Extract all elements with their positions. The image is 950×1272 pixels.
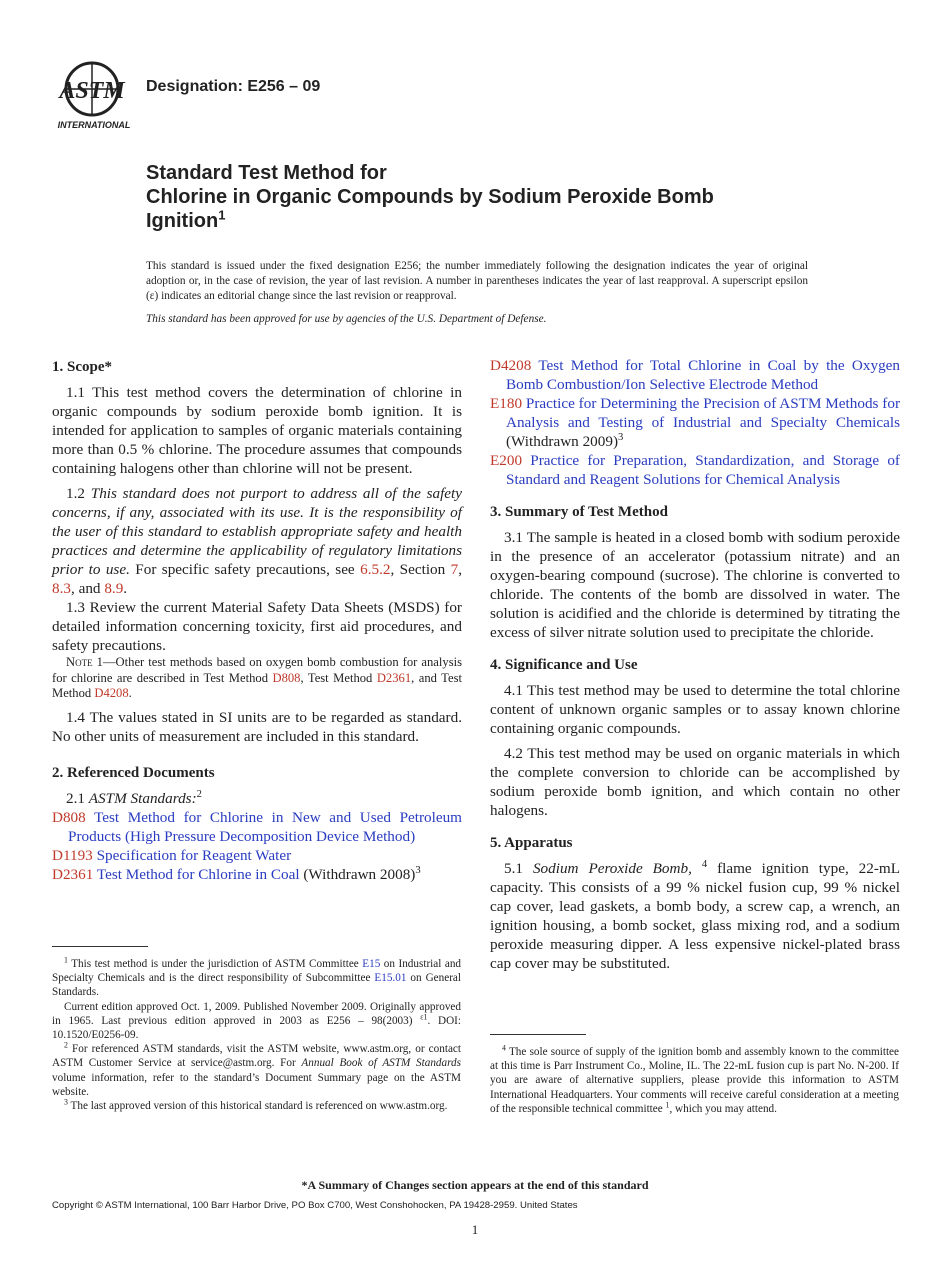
para-1-2: 1.2 This standard does not purport to address all of the safety concerns, if any, associated with its use. It is the responsibility of the user of this standard to establish appropriate safety and health practices and determine the applicability of regulatory limitations prior to use. For specific safety precautions, see 6.5.2, Section 7, 8.3, and 8.9.: [52, 485, 463, 597]
title-footnote-mark[interactable]: 1: [218, 207, 226, 223]
astm-logo: [52, 56, 136, 132]
page-title: [146, 161, 846, 233]
para-5-1: 5.1 Sodium Peroxide Bomb, $^4$ flame ignition type, 22-mL capacity. This consists of a 99 % nickel fusion cup, 99 % nickel cap cover, lead gaskets, a bomb body, a screw cap, a wrench, an ignition housing, a bomb socket, glass mixing rod, and a sodium peroxide measuring dipper. A less expensive nickel-plated brass cap cover may be substituted.: [490, 858, 901, 972]
ref-6-5-2[interactable]: 6.5.2: [360, 561, 391, 578]
ref-item-e200[interactable]: E200 Practice for Preparation, Standardization, and Storage of Standard and Reagent Solutions for Chemical Analysis: [490, 452, 900, 488]
para-4-1: 4.1 This test method may be used to determine the total chlorine content of unknown organic samples or to assay known chlorine containing organic compounds.: [490, 682, 900, 737]
logo-subtext: INTERNATIONAL: [57, 120, 131, 130]
ref-7[interactable]: 7: [450, 561, 459, 578]
para-4-2: 4.2 This test method may be used on organic materials in which the complete conversion to chloride can be accomplished by sodium peroxide bomb ignition, and which contain no other halogens.: [490, 745, 900, 819]
footnote-2: $^2$ For referenced ASTM standards, visit the ASTM website, www.astm.org, or contact ASTM Customer Service at service@astm.org. For Annual Book of ASTM Standards volume information, refer to the standard’s Document Summary page on the ASTM website.: [52, 1040, 461, 1098]
footnote-4: $^4$ The sole source of supply of the ignition bomb and assembly known to the committee at this time is Parr Instrument Co., Moline, IL. The 22-mL fusion cup is part No. N-200. If you are aware of alternative suppliers, please provide this information to ASTM International Headquarters. Your comments will receive careful consideration at a meeting of the responsible technical committee $^1$, which you may attend.: [490, 1043, 899, 1115]
note-ref-d808[interactable]: D808: [272, 670, 301, 685]
para-2-1: 2.1 ASTM Standards:$^2$: [66, 788, 202, 807]
note-1: Note 1—Other test methods based on oxygen bomb combustion for analysis for chlorine are described in Test Method D808, Test Method D2361, and Test Method D4208.: [52, 655, 462, 700]
ref-item-d2361[interactable]: D2361 Test Method for Chlorine in Coal (Withdrawn 2008)$^3$: [52, 864, 421, 883]
right-column: [490, 356, 900, 973]
link-e15-01[interactable]: E15.01: [374, 972, 407, 985]
footnote-1: $^1$ This test method is under the jurisdiction of ASTM Committee E15 on Industrial and Specialty Chemicals and is the direct responsibility of Subcommittee E15.01 on General Standards.: [52, 955, 462, 999]
para-1-1: 1.1 This test method covers the determination of chlorine in organic compounds by sodium peroxide bomb ignition. It is intended for application to samples of organic materials containing more than 0.5 % chlorine. The procedure assumes that compounds containing halogens other than chlorine will not be present.: [52, 384, 462, 477]
dod-note: This standard has been approved for use by agencies of the U.S. Department of Defense.: [146, 313, 547, 325]
significance-heading: 4. Significance and Use: [490, 657, 638, 673]
footnotes-left: [52, 946, 461, 1113]
referenced-heading: 2. Referenced Documents: [52, 764, 215, 781]
ref-item-e180[interactable]: E180 Practice for Determining the Precision of ASTM Methods for Analysis and Testing of Industrial and Specialty Chemicals (Withdrawn 2009)$^3$: [490, 395, 901, 450]
link-e15[interactable]: E15: [362, 958, 381, 970]
designation: Designation: E256 – 09: [146, 78, 321, 95]
para-1-3: 1.3 Review the current Material Safety Data Sheets (MSDS) for detailed information concerning toxicity, first aid procedures, and safety precautions.: [52, 599, 462, 654]
note-ref-d4208[interactable]: D4208: [94, 686, 129, 700]
summary-heading: 3. Summary of Test Method: [490, 504, 668, 520]
ref-item-d1193[interactable]: D1193 Specification for Reagent Water: [52, 846, 292, 864]
page-number: 1: [471, 1222, 479, 1237]
title-line-3: Ignition: [146, 210, 219, 232]
note-ref-d2361[interactable]: D2361: [376, 670, 412, 685]
ref-8-9[interactable]: 8.9: [104, 580, 124, 597]
para-1-4: 1.4 The values stated in SI units are to be regarded as standard. No other units of measurement are included in this standard.: [52, 708, 462, 745]
para-3-1: 3.1 The sample is heated in a closed bomb with sodium peroxide in the presence of an accelerator (potassium nitrate) and an oxygen-bearing compound (sucrose). The chlorine is converted to chloride. The contents of the bomb are dissolved in water. The solution is acidified and the chloride is determined by titrating the excess of silver nitrate solution used to precipitate the chloride.: [490, 529, 900, 641]
ref-item-d4208[interactable]: D4208 Test Method for Total Chlorine in Coal by the Oxygen Bomb Combustion/Ion Selective Electrode Method: [490, 357, 900, 393]
ref-item-d808[interactable]: D808 Test Method for Chlorine in New and Used Petroleum Products (High Pressure Decomposition Device Method): [52, 808, 462, 845]
scope-heading: 1. Scope*: [52, 359, 112, 375]
left-column: [52, 358, 462, 884]
issue-note: This standard is issued under the fixed designation E256; the number immediately following the designation indicates the year of original adoption or, in the case of revision, the year of last revision. A number in parentheses indicates the year of last reapproval. A superscript epsilon (ε) indicates an editorial change since the last revision or reapproval.: [146, 260, 808, 302]
summary-of-changes-note: *A Summary of Changes section appears at the end of this standard: [301, 1178, 649, 1192]
title-line-2: Chlorine in Organic Compounds by Sodium Peroxide Bomb: [146, 186, 714, 208]
ref-8-3[interactable]: 8.3: [52, 580, 71, 597]
copyright: Copyright © ASTM International, 100 Barr Harbor Drive, PO Box C700, West Conshohocken, PA 19428-2959. United States: [52, 1200, 578, 1211]
footnotes-right: [490, 1034, 899, 1116]
title-line-1: Standard Test Method for: [146, 162, 387, 184]
logo-text: ASTM: [59, 78, 125, 104]
apparatus-heading: 5. Apparatus: [490, 835, 573, 851]
footnote-1-edition: Current edition approved Oct. 1, 2009. Published November 2009. Originally approved in 1965. Last previous edition approved in 2003 as E256 – 98(2003) $^{\varepsilon 1}$. DOI: 10.1520/E0256-09.: [52, 1000, 462, 1042]
footnote-3: $^3$ The last approved version of this historical standard is referenced on www.astm.org.: [64, 1097, 448, 1113]
